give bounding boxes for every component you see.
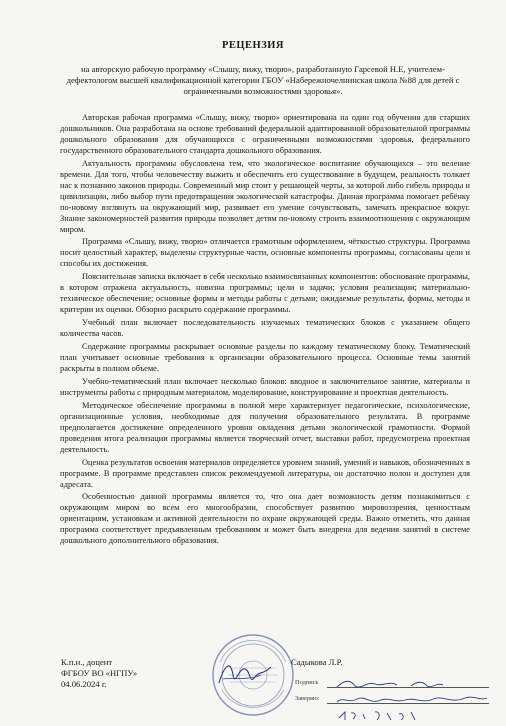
reviewer-credentials (61, 657, 137, 690)
reviewer-name: Садыкова Л.Р. (291, 657, 343, 667)
reviewer-degree: К.п.н., доцент (61, 657, 113, 667)
paragraph: Авторская рабочая программа «Слышу, вижу, творю» ориентирована на один год обучения для старших дошкольников. Она разработана на основе требований федеральной адаптированной образовательной программы дошкольного образования для обучающихся с ограниченными возможностями здоровья, федерального государственного образовательного стандарта дошкольного образования. (60, 113, 470, 155)
certification-verify-label: Заверяю: (295, 695, 320, 702)
certification-signature-row (295, 676, 495, 690)
handwritten-verification-icon (331, 692, 491, 708)
paragraph: Актуальность программы обусловлена тем, что экологическое воспитание обучающихся – это веление времени. Для того, чтобы человечеству выжить и обеспечить его существование в будущем, реальность толкает нас к познанию законов природы. Современный мир стоит у решающей черты, за которой либо гибель природы и цивилизации, либо выбор пути предотвращения экологической катастрофы. Данная программа помогает ребёнку по-новому взглянуть на окружающий мир, развивает его умение сочувствовать, замечать прекрасное вокруг. Знание закономерностей развития природы позволяет детям по-новому строить взаимоотношения с окружающим миром. (60, 158, 470, 234)
certification-date-row (295, 708, 495, 722)
document-subtitle: на авторскую рабочую программу «Слышу, вижу, творю», разработанную Гарсевой Н.Е, учителем-дефектологом высшей квалификационной категории ГБОУ «Набережночелнинская школа №88 для детей с ограниченными возможностями здоровья». (66, 64, 460, 97)
paragraph: Пояснительная записка включает в себя несколько взаимосвязанных компонентов: обоснование программы, в котором отражена актуальность, новизна программы; цели и задачи; условия реализации; материально-техническое обеспечение; основные формы и методы работы с детьми; ожидаемые результаты, формы, методы и критерии их оценки. Обзорно раскрыто содержание программы. (60, 272, 470, 315)
reviewer-signature-icon (215, 655, 275, 695)
certification-verify-row (295, 692, 495, 706)
paragraph: Содержание программы раскрывает основные разделы по каждому тематическому блоку. Тематический план учитывает основные требования к организации образовательного процесса. Основные темы занятий раскрыты в полном объеме. (60, 342, 470, 373)
paragraph: Программа «Слышу, вижу, творю» отличается грамотным оформлением, чёткостью структуры. Программа носит целостный характер, выделены структурные части, основные компоненты программы, согласованы цели и способы их достижения. (60, 237, 470, 269)
paragraph: Особенностью данной программы является то, что она дает возможность детям познакомиться с окружающим миром во всем его многообразии, способствует развитию мировоззрения, ценностным ориентациям, установкам и активной деятельности по охране окружающей среды. Важно отметить, что данная программа соответствует предъявленным требованиям и может быть внедрена для ведения занятий в системе дошкольного дополнительного образования. (60, 492, 470, 546)
paragraph: Учебно-тематический план включает несколько блоков: вводное и заключительное занятие, материалы и инструменты работы с природным материалом, моделирование, конструирование и проектная деятельность. (60, 376, 470, 397)
signature-certification (295, 676, 495, 724)
review-date: 04.06.2024 г. (61, 679, 107, 689)
paragraph: Оценка результатов освоения материалов определяется уровнем знаний, умений и навыков, обозначенных в программе. В программе представлен список рекомендуемой литературы, он достаточно полон и доступен для адресата. (60, 457, 470, 489)
reviewer-organization: ФГБОУ ВО «НГПУ» (61, 668, 138, 678)
document-title: РЕЦЕНЗИЯ (221, 40, 285, 51)
paragraph: Учебный план включает последовательность изучаемых тематических блоков с указанием общего количества часов. (60, 318, 470, 339)
handwritten-signature-icon (331, 676, 491, 692)
paragraph: Методическое обеспечение программы в полной мере характеризует педагогические, психологические, организационные условия, необходимые для получения образовательного результата. В программе предполагается достижение определенного уровня овладения детьми экологической грамотности. Формой проведения итога реализации программы является творческий отчет, выставки работ, предусмотрена проектная деятельность. (60, 400, 470, 454)
handwritten-date-icon (335, 708, 495, 724)
certification-signature-label: Подпись (295, 679, 319, 686)
document-body (60, 113, 470, 549)
